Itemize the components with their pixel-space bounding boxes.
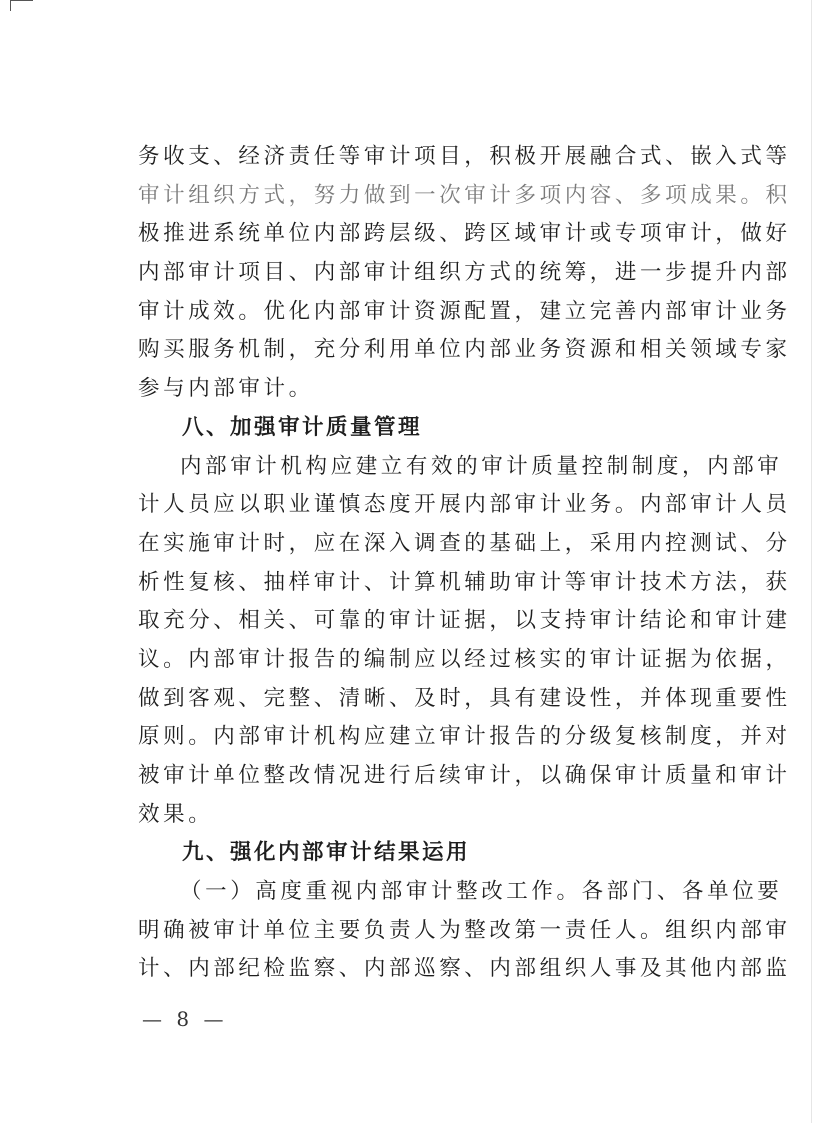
text-line: 析性复核、抽样审计、计算机辅助审计等审计技术方法，获 <box>138 569 791 595</box>
text-line: 效果。 <box>138 801 214 827</box>
text-line: 原则。内部审计机构应建立审计报告的分级复核制度，并对 <box>138 724 791 750</box>
text-line: 明确被审计单位主要负责人为整改第一责任人。组织内部审 <box>138 917 791 943</box>
page-number: — 8 — <box>142 1007 228 1031</box>
text-line: 审计组织方式，努力做到一次审计多项内容、多项成果。积 <box>138 182 791 208</box>
section-heading-9: 九、强化内部审计结果运用 <box>182 840 471 866</box>
text-line: 参与内部审计。 <box>138 376 314 402</box>
text-line: 务收支、经济责任等审计项目，积极开展融合式、嵌入式等 <box>138 144 791 169</box>
scan-edge-line <box>811 0 812 1123</box>
text-line: （一）高度重视内部审计整改工作。各部门、各单位要 <box>180 879 783 905</box>
text-line: 被审计单位整改情况进行后续审计，以确保审计质量和审计 <box>138 763 791 788</box>
scan-corner-mark <box>10 0 33 11</box>
text-line: 审计成效。优化内部审计资源配置，建立完善内部审计业务 <box>138 298 791 324</box>
text-line: 取充分、相关、可靠的审计证据，以支持审计结论和审计建 <box>138 608 791 634</box>
text-line: 内部审计机构应建立有效的审计质量控制制度，内部审 <box>180 453 783 479</box>
text-line: 议。内部审计报告的编制应以经过核实的审计证据为依据， <box>138 646 791 672</box>
text-line: 购买服务机制，充分利用单位内部业务资源和相关领域专家 <box>138 337 791 363</box>
body-text <box>138 138 791 989</box>
text-line: 计、内部纪检监察、内部巡察、内部组织人事及其他内部监 <box>138 956 791 982</box>
text-line: 内部审计项目、内部审计组织方式的统筹，进一步提升内部 <box>138 260 791 286</box>
section-heading-8: 八、加强审计质量管理 <box>182 414 423 440</box>
text-line: 在实施审计时，应在深入调查的基础上，采用内控测试、分 <box>138 530 791 556</box>
text-line: 做到客观、完整、清晰、及时，具有建设性，并体现重要性 <box>138 685 791 711</box>
text-line: 计人员应以职业谨慎态度开展内部审计业务。内部审计人员 <box>138 492 791 518</box>
text-line: 极推进系统单位内部跨层级、跨区域审计或专项审计，做好 <box>138 221 791 247</box>
